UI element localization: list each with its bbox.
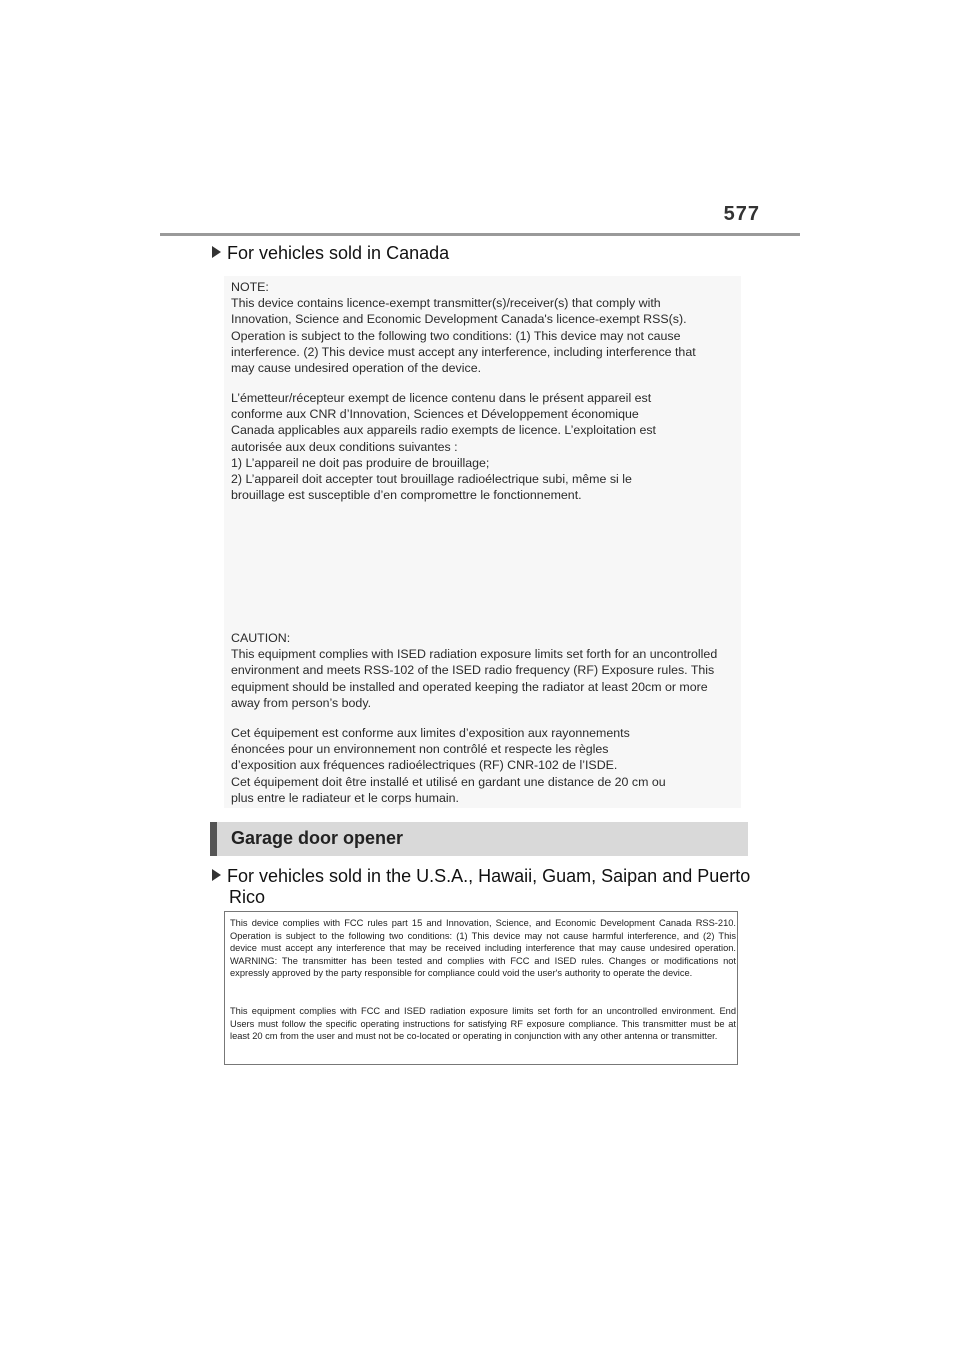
fcc-paragraph-1: This device complies with FCC rules part 15 and Innovation, Science, and Economic Development Canada RSS-210. Operation is subject to the following two conditions: (1) This device may not cause harmful interference, and (2) This device must accept any interference that may be received including interference that may cause undesired operation. WARNING: The transmitter has been tested and complies with FCC and ISED rules. Changes or modifications not expressly approved by the party responsible for compliance could void the user's authority to operate the device.: [230, 918, 736, 979]
caution-fr: Cet équipement est conforme aux limites d’exposition aux rayonnements énoncées pour un environnement non contrôlé et respecte les règles d’exposition aux fréquences radioélectriques (RF) CNR-102 de l’ISDE. Cet équipement doit être installé et utilisé en gardant une distance de 20 cm ou plus entre le radiateur et le corps humain.: [231, 726, 666, 805]
arrow-right-icon: [212, 869, 221, 881]
usa-heading-line2: Rico: [229, 887, 266, 907]
usa-heading: [212, 865, 750, 887]
page-number: 577: [723, 203, 760, 225]
usa-heading-line1: For vehicles sold in the U.S.A., Hawaii, Guam, Saipan and Puerto: [227, 866, 751, 886]
fcc-paragraph-2: This equipment complies with FCC and ISED radiation exposure limits set forth for an uncontrolled environment. End Users must follow the specific operating instructions for satisfying RF exposure compliance. This transmitter must be at least 20 cm from the user and must not be co-located or operating in conjunction with any other antenna or transmitter.: [230, 1006, 736, 1042]
note-fr: L’émetteur/récepteur exempt de licence contenu dans le présent appareil est conforme aux CNR d’Innovation, Sciences et Développement économique Canada applicables aux appareils radio exempts de licence. L’exploitation est autorisée aux deux conditions suivantes : 1) L’appareil ne doit pas produire de brouillage; 2) L’appareil doit accepter tout brouillage radioélectrique subi, même si le brouillage est susceptible d’en compromettre le fonctionnement.: [231, 391, 656, 503]
garage-door-opener-title: Garage door opener: [231, 828, 404, 848]
fcc-notice-box: [224, 911, 738, 1065]
canada-heading-label: For vehicles sold in Canada: [227, 243, 450, 263]
caution-en: CAUTION: This equipment complies with ISED radiation exposure limits set forth for an uncontrolled environment and meets RSS-102 of the ISED radio frequency (RF) Exposure rules. This equipment should be installed and operated keeping the radiator at least 20cm or more away from person’s body.: [231, 631, 718, 710]
canada-heading: [212, 243, 449, 264]
garage-door-opener-bar: [210, 822, 748, 856]
arrow-right-icon: [212, 246, 221, 258]
note-en: NOTE: This device contains licence-exempt transmitter(s)/receiver(s) that comply with Innovation, Science and Economic Development Canada's licence-exempt RSS(s). Operation is subject to the following two conditions: (1) This device may not cause interference. (2) This device must accept any interference, including interference that may cause undesired operation of the device.: [231, 280, 696, 376]
header-rule: [160, 233, 800, 236]
